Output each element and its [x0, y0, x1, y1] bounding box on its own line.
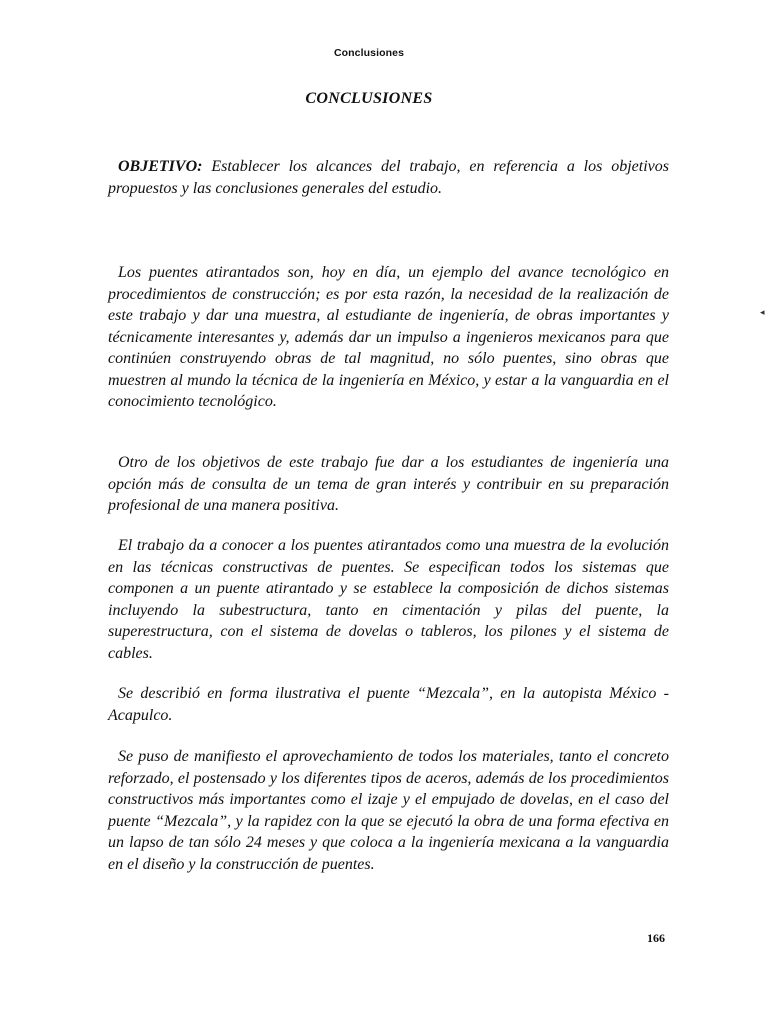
running-header: Conclusiones: [333, 47, 405, 59]
page-title: CONCLUSIONES: [305, 90, 433, 107]
paragraph-2: Otro de los objetivos de este trabajo fue dar a los estudiantes de ingeniería una opción más de consulta de un tema de gran interés y contribuir en su preparación profesional de una manera positiva.: [108, 454, 669, 514]
paragraph-1: Los puentes atirantados son, hoy en día, un ejemplo del avance tecnológico en procedimientos de construcción; es por esta razón, la necesidad de la realización de este trabajo y dar una muestra, al estudiante de ingeniería, de obras importantes y técnicamente interesantes y, además dar un impulso a ingenieros mexicanos para que continúen construyendo obras de tal magnitud, no sólo puentes, sino obras que muestren al mundo la técnica de la ingeniería en México, y estar a la vanguardia en el conocimiento tecnológico.: [108, 264, 669, 410]
objective-label: OBJETIVO:: [118, 158, 203, 175]
paragraph-4: Se describió en forma ilustrativa el puente “Mezcala”, en la autopista México - Acapulco.: [108, 685, 669, 724]
page-number: 166: [647, 931, 665, 945]
objective-paragraph: [108, 156, 669, 199]
objective-text: Establecer los alcances del trabajo, en referencia a los objetivos propuestos y las conclusiones generales del estudio.: [108, 158, 669, 197]
paragraph-3: El trabajo da a conocer a los puentes atirantados como una muestra de la evolución en las técnicas constructivas de puentes. Se especifican todos los sistemas que componen a un puente atirantado y se establece la composición de dichos sistemas incluyendo la subestructura, tanto en cimentación y pilas del puente, la superestructura, con el sistema de dovelas o tableros, los pilones y el sistema de cables.: [108, 537, 669, 662]
scan-margin-mark: ◂: [760, 308, 765, 318]
paragraph-5: Se puso de manifiesto el aprovechamiento de todos los materiales, tanto el concreto reforzado, el postensado y los diferentes tipos de aceros, además de los procedimientos constructivos más importantes como el izaje y el empujado de dovelas, en el caso del puente “Mezcala”, y la rapidez con la que se ejecutó la obra de una forma efectiva en un lapso de tan sólo 24 meses y que coloca a la ingeniería mexicana a la vanguardia en el diseño y la construcción de puentes.: [108, 748, 669, 873]
